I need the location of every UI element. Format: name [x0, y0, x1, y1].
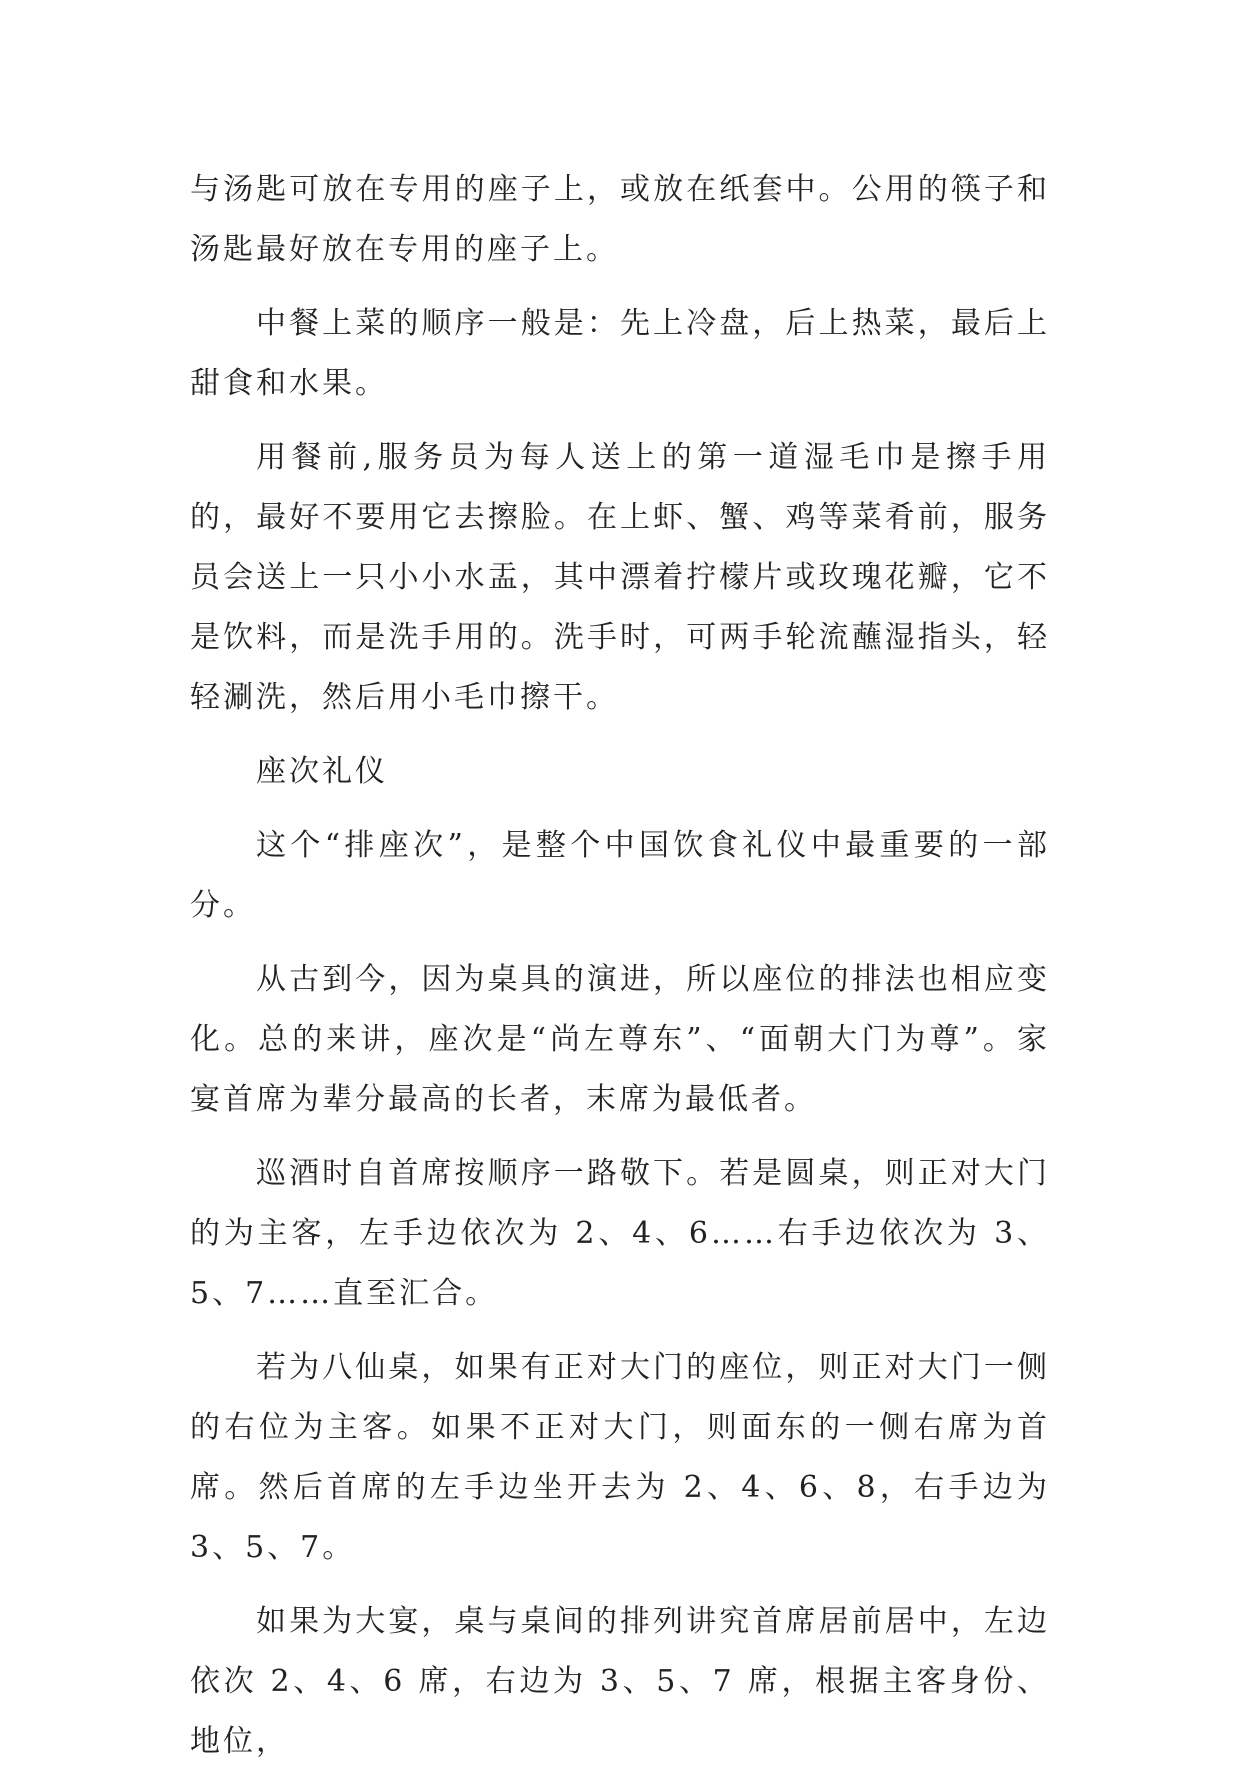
paragraph-5: 这个“排座次”，是整个中国饮食礼仪中最重要的一部分。: [190, 828, 1050, 923]
document-body: [190, 160, 1050, 1786]
paragraph-6: 从古到今，因为桌具的演进，所以座位的排法也相应变化。总的来讲，座次是“尚左尊东”、“面朝大门为尊”。家宴首席为辈分最高的长者，末席为最低者。: [190, 962, 1050, 1117]
paragraph-2: 中餐上菜的顺序一般是：先上冷盘，后上热菜，最后上甜食和水果。: [190, 306, 1050, 401]
paragraph-1: 与汤匙可放在专用的座子上，或放在纸套中。公用的筷子和汤匙最好放在专用的座子上。: [190, 172, 1050, 267]
paragraph-3: 用餐前,服务员为每人送上的第一道湿毛巾是擦手用的，最好不要用它去擦脸。在上虾、蟹、鸡等菜肴前，服务员会送上一只小小水盂，其中漂着拧檬片或玫瑰花瓣，它不是饮料，而是洗手用的。洗手时，可两手轮流蘸湿指头，轻轻涮洗，然后用小毛巾擦干。: [190, 440, 1050, 715]
paragraph-7: 巡酒时自首席按顺序一路敬下。若是圆桌，则正对大门的为主客，左手边依次为 2、4、6……右手边依次为 3、5、7……直至汇合。: [190, 1156, 1050, 1311]
section-heading-seating-etiquette: 座次礼仪: [256, 754, 388, 789]
paragraph-9: 如果为大宴，桌与桌间的排列讲究首席居前居中，左边依次 2、4、6 席，右边为 3、5、7 席，根据主客身份、地位，: [190, 1604, 1050, 1759]
paragraph-8: 若为八仙桌，如果有正对大门的座位，则正对大门一侧的右位为主客。如果不正对大门，则面东的一侧右席为首席。然后首席的左手边坐开去为 2、4、6、8，右手边为 3、5、7。: [190, 1350, 1050, 1565]
